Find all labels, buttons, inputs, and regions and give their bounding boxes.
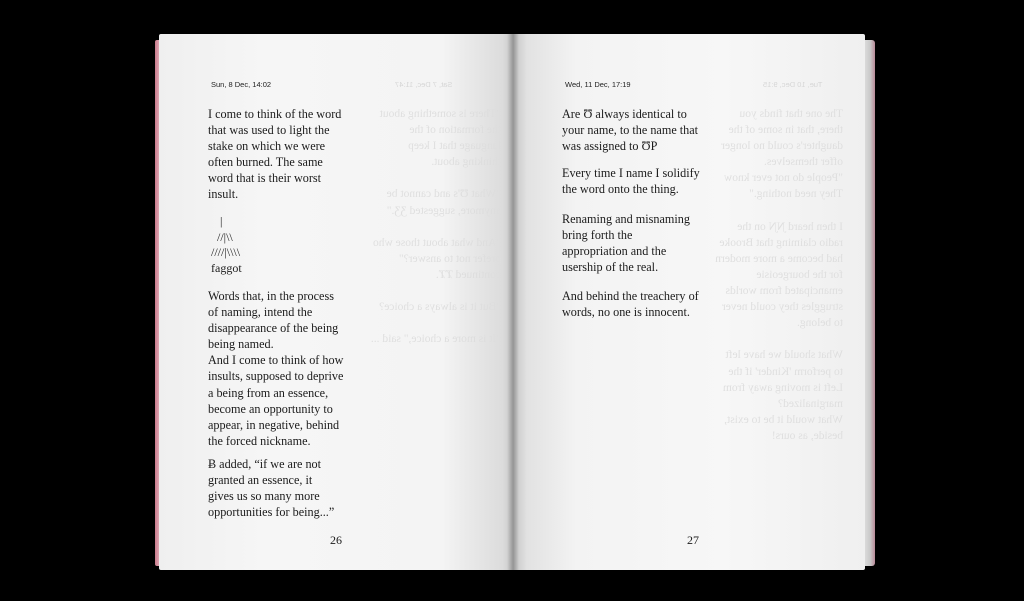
right-paragraph-3: Renaming and misnaming bring forth the appropriation and the usership of the real. xyxy=(562,212,690,275)
left-paragraph-1: I come to think of the word that was used to light the stake on which we were often burned. The same word that is their worst insult. xyxy=(208,107,342,202)
show-through-text: "There is something about the formation of the language that I keep thinking about. "What Ʊ's and cannot be anymore, suggested ƷƷ." "And what about those who prefer not to answer?" continued ȾȾ. "But it is always a choice? "It is more a choice," said ... xyxy=(370,108,501,346)
show-through-date: Sat, 7 Dec, 11:47 xyxy=(395,80,453,89)
right-paragraph-1: Are Ʊ always identical to your name, to the name that was assigned to ƱP xyxy=(562,107,699,154)
show-through-date: Tue, 10 Dec, 9:15 xyxy=(763,80,823,89)
left-paragraph-3: Ƀ added, “if we are not granted an essence, it gives us so many more opportunities for being...” xyxy=(208,457,335,520)
left-page xyxy=(159,34,513,570)
left-page-date: Sun, 8 Dec, 14:02 xyxy=(211,80,272,89)
show-through-text: The one that finds you there, that in some of the daughter's could no longer offer themselves. "People do not ever know They need nothing." I then heard ƝƝ on the radio claiming that Brooke had become a more modern for the bourgeoisie emancipated from worlds struggles they could never to belong. What should we have left to perform 'Kinder' if the Left is moving away from marginalized? What would it be to exist, beside, as ours! xyxy=(715,108,843,442)
left-paragraph-2: Words that, in the process of naming, intend the disappearance of the being being named. And I come to think of how insults, supposed to deprive a being from an essence, become an opportunity to appear, in negative, behind the forced nickname. xyxy=(208,289,344,448)
pictogram: | //|\\ ////|\\\\ faggot xyxy=(211,214,242,275)
right-paragraph-4: And behind the treachery of words, no one is innocent. xyxy=(562,289,699,320)
right-page-number: 27 xyxy=(687,533,699,547)
right-page-date: Wed, 11 Dec, 17:19 xyxy=(565,80,631,89)
right-paragraph-2: Every time I name I solidify the word onto the thing. xyxy=(562,166,700,197)
open-book xyxy=(155,34,877,570)
left-page-number: 26 xyxy=(330,533,342,547)
right-page xyxy=(513,34,865,570)
